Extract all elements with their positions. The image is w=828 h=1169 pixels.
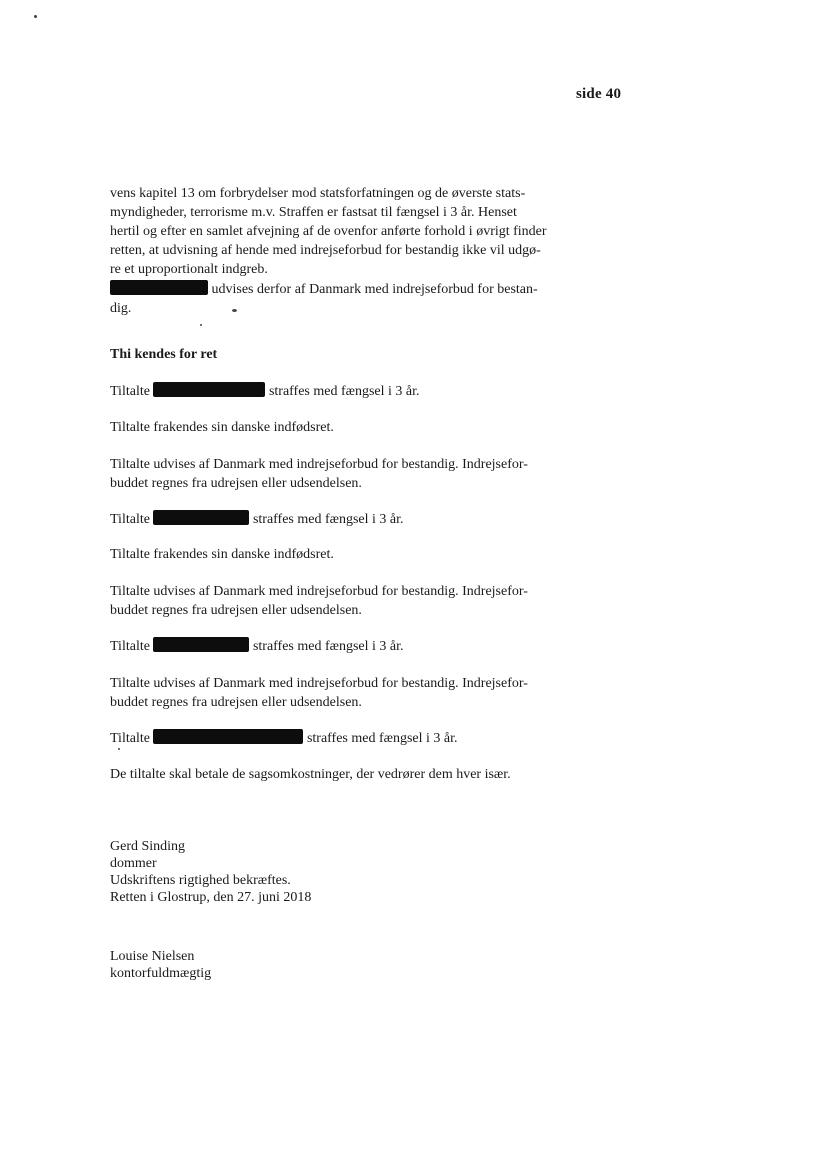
defendant-sentence [110, 729, 458, 749]
tiltalte-label: Tiltalte [110, 639, 150, 654]
expulsion-line-2: dig. [110, 301, 132, 316]
sentence-text: straffes med fængsel i 3 år. [306, 731, 458, 746]
citizenship-revocation: Tiltalte frakendes sin danske indfødsret. [110, 547, 334, 562]
verdict-heading: Thi kendes for ret [110, 347, 218, 362]
sentence-text: straffes med fængsel i 3 år. [268, 384, 420, 399]
sentence-text: straffes med fængsel i 3 år. [252, 639, 404, 654]
intro-line: re et uproportionalt indgreb. [110, 262, 268, 277]
scan-speck [232, 309, 237, 312]
tiltalte-label: Tiltalte [110, 512, 150, 527]
expulsion-text: udvises derfor af Danmark med indrejseforbud for bestan- [211, 282, 538, 297]
confirmation-text: Udskriftens rigtighed bekræftes. [110, 873, 291, 888]
costs-statement: De tiltalte skal betale de sagsomkostninger, der vedrører dem hver især. [110, 767, 511, 782]
expel-line-2: buddet regnes fra udrejsen eller udsendelsen. [110, 695, 362, 710]
intro-paragraph [110, 184, 580, 279]
redacted-name [153, 510, 249, 525]
place-date: Retten i Glostrup, den 27. juni 2018 [110, 890, 312, 905]
scan-speck [34, 15, 37, 18]
redacted-name [110, 280, 208, 295]
tiltalte-label: Tiltalte [110, 384, 150, 399]
clerk-block [110, 948, 211, 982]
expel-line-1: Tiltalte udvises af Danmark med indrejseforbud for bestandig. Indrejsefor- [110, 676, 528, 691]
intro-line: vens kapitel 13 om forbrydelser mod statsforfatningen og de øverste stats- [110, 186, 526, 201]
clerk-name: Louise Nielsen [110, 949, 195, 964]
expel-line-2: buddet regnes fra udrejsen eller udsendelsen. [110, 476, 362, 491]
page-number: side 40 [576, 86, 622, 102]
defendant-sentence [110, 637, 404, 657]
intro-line: retten, at udvisning af hende med indrejseforbud for bestandig ikke vil udgø- [110, 243, 541, 258]
defendant-sentence [110, 510, 404, 530]
expel-line-2: buddet regnes fra udrejsen eller udsendelsen. [110, 603, 362, 618]
expel-line-1: Tiltalte udvises af Danmark med indrejseforbud for bestandig. Indrejsefor- [110, 457, 528, 472]
scan-speck [200, 324, 202, 326]
redacted-name [153, 382, 265, 397]
sentence-text: straffes med fængsel i 3 år. [252, 512, 404, 527]
citizenship-revocation: Tiltalte frakendes sin danske indfødsret. [110, 420, 334, 435]
judge-name: Gerd Sinding [110, 839, 186, 854]
intro-line: myndigheder, terrorisme m.v. Straffen er fastsat til fængsel i 3 år. Henset [110, 205, 517, 220]
expulsion-line [110, 280, 538, 300]
expel-line-1: Tiltalte udvises af Danmark med indrejseforbud for bestandig. Indrejsefor- [110, 584, 528, 599]
defendant-sentence [110, 382, 420, 402]
judge-signature-block [110, 838, 311, 906]
judge-title: dommer [110, 856, 157, 871]
intro-line: hertil og efter en samlet afvejning af de ovenfor anførte forhold i øvrigt finder [110, 224, 547, 239]
redacted-name [153, 729, 303, 744]
clerk-title: kontorfuldmægtig [110, 966, 212, 981]
tiltalte-label: Tiltalte [110, 731, 150, 746]
redacted-name [153, 637, 249, 652]
